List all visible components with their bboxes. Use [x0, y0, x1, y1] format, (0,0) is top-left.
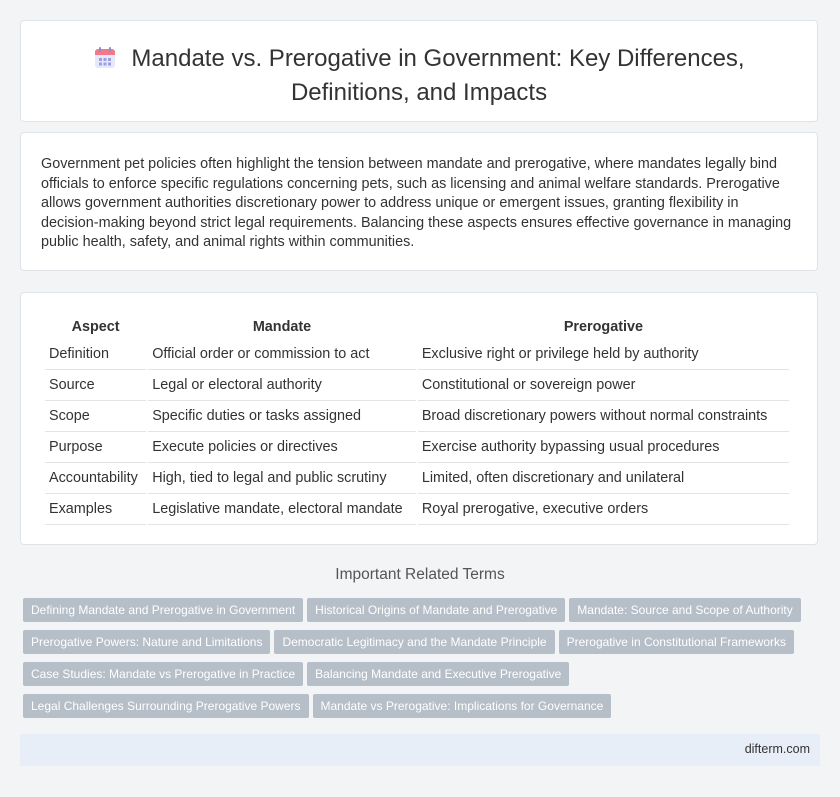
table-row	[45, 494, 789, 525]
related-terms-list	[23, 598, 813, 726]
row-prerogative: Broad discretionary powers without normal constraints	[418, 401, 789, 432]
row-mandate: Execute policies or directives	[148, 432, 416, 463]
row-mandate: Specific duties or tasks assigned	[148, 401, 416, 432]
row-mandate: Legislative mandate, electoral mandate	[148, 494, 416, 525]
row-aspect: Examples	[45, 494, 146, 525]
table-row	[45, 432, 789, 463]
page-title	[21, 44, 817, 108]
related-term-tag[interactable]: Mandate: Source and Scope of Authority	[569, 598, 800, 622]
comparison-table	[43, 315, 791, 525]
table-header-row	[45, 315, 789, 339]
row-prerogative: Royal prerogative, executive orders	[418, 494, 789, 525]
related-term-tag[interactable]: Democratic Legitimacy and the Mandate Principle	[274, 630, 554, 654]
table-row	[45, 370, 789, 401]
title-line-1: Mandate vs. Prerogative in Government: Key Differences,	[131, 45, 745, 72]
table-row	[45, 401, 789, 432]
row-mandate: Official order or commission to act	[148, 339, 416, 370]
row-prerogative: Limited, often discretionary and unilateral	[418, 463, 789, 494]
related-term-tag[interactable]: Historical Origins of Mandate and Prerogative	[307, 598, 565, 622]
header-prerogative: Prerogative	[563, 319, 643, 335]
row-prerogative: Exercise authority bypassing usual procedures	[418, 432, 789, 463]
related-terms-title: Important Related Terms	[335, 566, 505, 583]
footer	[20, 734, 820, 766]
row-aspect: Accountability	[45, 463, 146, 494]
header-card	[20, 20, 818, 122]
footer-site-link[interactable]: difterm.com	[744, 742, 810, 756]
title-line-2: Definitions, and Impacts	[290, 79, 548, 106]
comparison-card	[20, 292, 818, 545]
related-term-tag[interactable]: Prerogative Powers: Nature and Limitations	[23, 630, 270, 654]
row-mandate: High, tied to legal and public scrutiny	[148, 463, 416, 494]
related-term-tag[interactable]: Balancing Mandate and Executive Prerogative	[307, 662, 569, 686]
row-aspect: Definition	[45, 339, 146, 370]
table-row	[45, 339, 789, 370]
row-aspect: Scope	[45, 401, 146, 432]
row-prerogative: Exclusive right or privilege held by authority	[418, 339, 789, 370]
related-term-tag[interactable]: Defining Mandate and Prerogative in Government	[23, 598, 303, 622]
row-prerogative: Constitutional or sovereign power	[418, 370, 789, 401]
related-term-tag[interactable]: Case Studies: Mandate vs Prerogative in Practice	[23, 662, 303, 686]
related-term-tag[interactable]: Legal Challenges Surrounding Prerogative Powers	[23, 694, 309, 718]
table-row	[45, 463, 789, 494]
header-aspect: Aspect	[71, 319, 120, 335]
intro-paragraph: Government pet policies often highlight the tension between mandate and prerogative, where mandates legally bind officials to enforce specific regulations concerning pets, such as licensing and animal welfare standards. Prerogative allows government authorities discretionary power to address unique or emergent issues, granting flexibility in decision-making beyond strict legal requirements. Balancing these aspects ensures effective governance in managing public health, safety, and animal rights within communities.	[41, 156, 792, 251]
row-aspect: Source	[45, 370, 146, 401]
header-mandate: Mandate	[252, 319, 312, 335]
intro-card	[20, 132, 818, 271]
related-term-tag[interactable]: Prerogative in Constitutional Frameworks	[559, 630, 794, 654]
related-term-tag[interactable]: Mandate vs Prerogative: Implications for Governance	[313, 694, 612, 718]
row-mandate: Legal or electoral authority	[148, 370, 416, 401]
row-aspect: Purpose	[45, 432, 146, 463]
calendar-icon	[93, 46, 117, 78]
